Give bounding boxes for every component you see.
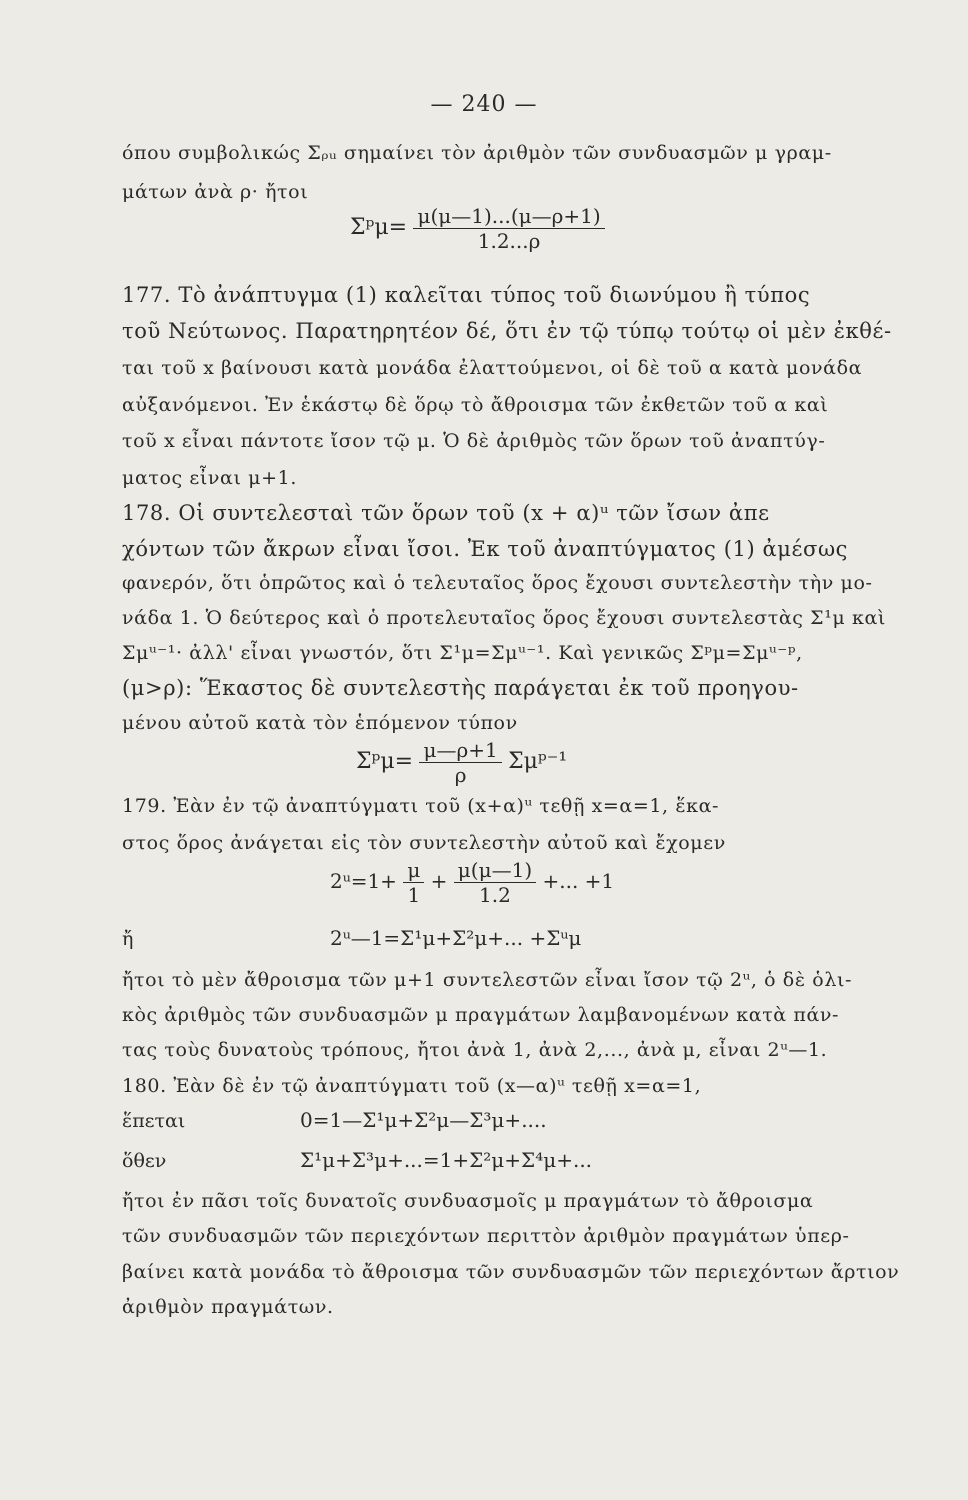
fraction: [454, 858, 536, 907]
text-line: ἤτοι τὸ μὲν ἄθροισμα τῶν μ+1 συντελεστῶν εἶναι ἴσον τῷ 2ᵘ, ὁ δὲ ὁλι-: [122, 969, 853, 991]
formula-lhs: Σᵖμ=: [350, 215, 408, 240]
text-line: ἤτοι ἐν πᾶσι τοῖς δυνατοῖς συνδυασμοῖς μ πραγμάτων τὸ ἄθροισμα: [122, 1190, 814, 1212]
text-line: 177. Τὸ ἀνάπτυγμα (1) καλεῖται τύπος τοῦ διωνύμου ἢ τύπος: [122, 283, 811, 307]
formula-label: ἕπεται: [122, 1110, 186, 1132]
numerator: μ: [403, 858, 424, 883]
numerator: μ(μ—1): [454, 858, 536, 883]
denominator: 1.2...ρ: [477, 229, 541, 253]
text-line: τας τοὺς δυνατοὺς τρόπους, ἤτοι ἀνὰ 1, ἀνὰ 2,..., ἀνὰ μ, εἶναι 2ᵘ—1.: [122, 1039, 828, 1061]
text-line: μάτων ἀνὰ ρ· ἤτοι: [122, 181, 309, 203]
formula-combinations: [350, 204, 605, 253]
text-line: ἀριθμὸν πραγμάτων.: [122, 1296, 334, 1318]
page-number: — 240 —: [430, 92, 538, 117]
denominator: 1: [407, 883, 421, 907]
formula-label: ὅθεν: [122, 1150, 167, 1172]
text-line: ται τοῦ x βαίνουσι κατὰ μονάδα ἐλαττούμενοι, οἱ δὲ τοῦ α κατὰ μονάδα: [122, 357, 863, 379]
text-line: ματος εἶναι μ+1.: [122, 467, 297, 489]
formula-lhs: 2ᵘ=1+: [330, 869, 397, 893]
text-line: Σμᵘ⁻¹· ἀλλ' εἶναι γνωστόν, ὅτι Σ¹μ=Σμᵘ⁻¹. Καὶ γενικῶς Σᵖμ=Σμᵘ⁻ᵖ,: [122, 642, 803, 664]
text-line: βαίνει κατὰ μονάδα τὸ ἄθροισμα τῶν συνδυασμῶν τῶν περιεχόντων ἄρτιον: [122, 1261, 900, 1283]
fraction: [403, 858, 424, 907]
text-line: 180. Ἐὰν δὲ ἐν τῷ ἀναπτύγματι τοῦ (x—α)ᵘ τεθῇ x=α=1,: [122, 1075, 702, 1097]
text-line: χόντων τῶν ἄκρων εἶναι ἴσοι. Ἐκ τοῦ ἀναπτύγματος (1) ἀμέσως: [122, 537, 849, 561]
formula-rhs: Σμᵖ⁻¹: [508, 749, 568, 774]
formula-operator: +: [430, 869, 448, 893]
formula-label: ἤ: [122, 928, 134, 950]
formula-binomial-sum: [330, 858, 614, 907]
formula-odd-even-sum: Σ¹μ+Σ³μ+...=1+Σ²μ+Σ⁴μ+...: [300, 1148, 593, 1172]
text-line: στος ὅρος ἀνάγεται εἰς τὸν συντελεστὴν αὐτοῦ καὶ ἔχομεν: [122, 832, 726, 854]
text-line: τῶν συνδυασμῶν τῶν περιεχόντων περιττὸν ἀριθμὸν πραγμάτων ὑπερ-: [122, 1225, 850, 1247]
formula-rhs: +... +1: [542, 869, 615, 893]
text-line: τοῦ Νεύτωνος. Παρατηρητέον δέ, ὅτι ἐν τῷ τύπῳ τούτῳ οἱ μὲν ἐκθέ-: [122, 319, 892, 343]
text-line: αὐξανόμενοι. Ἐν ἑκάστῳ δὲ ὅρῳ τὸ ἄθροισμα τῶν ἐκθετῶν τοῦ α καὶ: [122, 394, 829, 416]
fraction: [413, 204, 604, 253]
fraction: [419, 738, 501, 787]
text-line: κὸς ἀριθμὸς τῶν συνδυασμῶν μ πραγμάτων λαμβανομένων κατὰ πάν-: [122, 1004, 840, 1026]
text-line: μένου αὐτοῦ κατὰ τὸν ἑπόμενον τύπον: [122, 712, 518, 734]
text-line: 178. Οἱ συντελεσταὶ τῶν ὅρων τοῦ (x + α)ᵘ τῶν ἴσων ἀπε: [122, 501, 770, 525]
denominator: ρ: [454, 763, 467, 787]
formula-lhs: Σᵖμ=: [356, 749, 414, 774]
text-line: νάδα 1. Ὁ δεύτερος καὶ ὁ προτελευταῖος ὅρος ἔχουσι συντελεστὰς Σ¹μ καὶ: [122, 607, 886, 629]
text-line: τοῦ x εἶναι πάντοτε ἴσον τῷ μ. Ὁ δὲ ἀριθμὸς τῶν ὅρων τοῦ ἀναπτύγ-: [122, 430, 826, 452]
numerator: μ(μ—1)...(μ—ρ+1): [413, 204, 604, 229]
text-line: 179. Ἐὰν ἐν τῷ ἀναπτύγματι τοῦ (x+α)ᵘ τεθῇ x=α=1, ἕκα-: [122, 795, 720, 817]
formula-total-combinations: 2ᵘ—1=Σ¹μ+Σ²μ+... +Σᵘμ: [330, 926, 582, 950]
formula-recurrence: [356, 738, 567, 787]
numerator: μ—ρ+1: [419, 738, 501, 763]
text-line: φανερόν, ὅτι ὁπρῶτος καὶ ὁ τελευταῖος ὅρος ἔχουσι συντελεστὴν τὴν μο-: [122, 572, 873, 594]
text-line: όπου συμβολικώς Σᵨᵤ σημαίνει τὸν ἀριθμὸν τῶν συνδυασμῶν μ γραμ-: [122, 142, 832, 164]
denominator: 1.2: [479, 883, 511, 907]
text-line: (μ>ρ): Ἕκαστος δὲ συντελεστὴς παράγεται ἐκ τοῦ προηγου-: [122, 676, 799, 700]
formula-alternating-sum: 0=1—Σ¹μ+Σ²μ—Σ³μ+....: [300, 1108, 547, 1132]
